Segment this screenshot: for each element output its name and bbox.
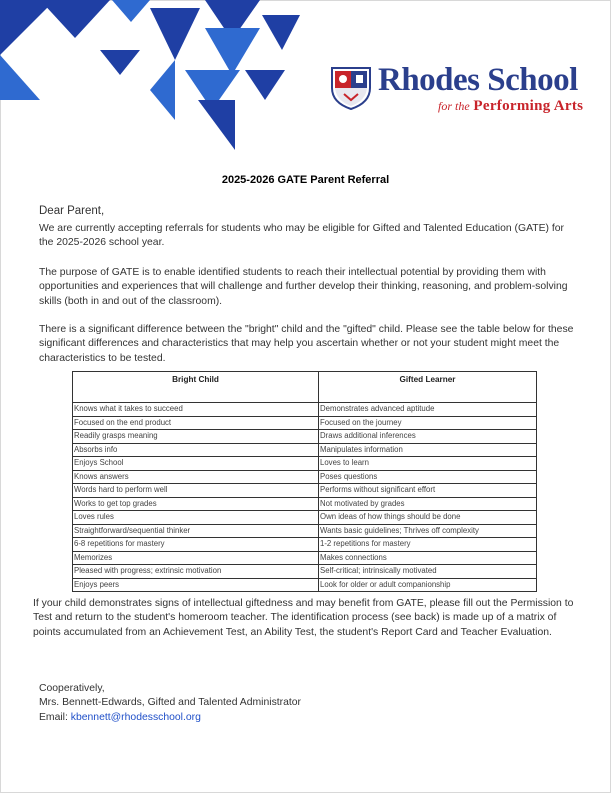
decorative-triangles [0,0,330,160]
table-row [73,511,537,525]
triangle-shape [0,55,40,100]
gifted-cell: Makes connections [319,551,537,565]
triangle-shape [198,100,235,150]
table-row [73,524,537,538]
triangle-shape [262,15,300,50]
triangle-shape [100,50,140,75]
bright-cell: Words hard to perform well [73,484,319,498]
gifted-cell: Loves to learn [319,457,537,471]
bright-cell: Loves rules [73,511,319,525]
purpose-paragraph: The purpose of GATE is to enable identified students to reach their intellectual potential by providing them with opportunities and experiences that will challenge and further develop their thinking, reasoning, and problem-solving skills (both in and out of the classroom). [39,267,568,307]
school-name: Rhodes School [378,62,578,98]
gifted-cell: Poses questions [319,470,537,484]
school-tagline: for the Performing Arts [438,98,584,114]
email-link[interactable]: kbennett@rhodesschool.org [70,711,201,723]
bright-cell: Memorizes [73,551,319,565]
triangle-shape [40,0,110,38]
table-row [73,565,537,579]
signature-block [39,682,301,725]
table-row [73,403,537,417]
intro-paragraph: We are currently accepting referrals for students who may be eligible for Gifted and Talented Education (GATE) for the 2025-2026 school year. [39,223,564,249]
gifted-cell: Self-critical; intrinsically motivated [319,565,537,579]
gifted-cell: Performs without significant effort [319,484,537,498]
table-row [73,484,537,498]
gifted-cell: Wants basic guidelines; Thrives off complexity [319,524,537,538]
triangle-shape [205,28,260,75]
table-row [73,551,537,565]
table-row [73,443,537,457]
bright-cell: Pleased with progress; extrinsic motivation [73,565,319,579]
bright-cell: Knows answers [73,470,319,484]
email-label: Email: [39,711,71,723]
bright-cell: 6-8 repetitions for mastery [73,538,319,552]
email-line [39,711,301,725]
table-row [73,538,537,552]
table-row [73,416,537,430]
bright-cell: Absorbs info [73,443,319,457]
crest-icon [328,64,374,110]
comparison-table [72,371,537,592]
triangle-shape [150,8,200,60]
table-row [73,457,537,471]
signer-name: Mrs. Bennett-Edwards, Gifted and Talented Administrator [39,697,302,709]
triangle-shape [150,60,175,120]
column-header-bright: Bright Child [73,372,319,403]
page-title: 2025-2026 GATE Parent Referral [221,174,390,186]
triangle-shape [245,70,285,100]
bright-cell: Works to get top grades [73,497,319,511]
bright-cell: Knows what it takes to succeed [73,403,319,417]
gifted-cell: Focused on the journey [319,416,537,430]
gifted-cell: Draws additional inferences [319,430,537,444]
bright-cell: Enjoys School [73,457,319,471]
greeting: Dear Parent, [39,205,105,217]
table-row [73,578,537,592]
triangle-shape [112,0,150,22]
table-row [73,497,537,511]
school-logo [328,62,598,118]
triangle-shape [0,0,55,55]
table-row [73,430,537,444]
column-header-gifted: Gifted Learner [319,372,537,403]
bright-cell: Focused on the end product [73,416,319,430]
bright-cell: Straightforward/sequential thinker [73,524,319,538]
instructions-paragraph: If your child demonstrates signs of intellectual giftedness and may benefit from GATE, please fill out the Permission to Test and return to the student's homeroom teacher. The identification process (see back) is made up of a matrix of points accumulated from an Achievement Test, an Ability Test, the student's Report Card and Teacher Evaluation. [33,598,574,638]
table-row [73,470,537,484]
gifted-cell: Manipulates information [319,443,537,457]
gifted-cell: Own ideas of how things should be done [319,511,537,525]
difference-paragraph: There is a significant difference between the "bright" child and the "gifted" child. Please see the table below for these significant differences and characteristics that may help you ascertain whether or not your student might meet the characteristics to be tested. [39,324,574,364]
gifted-cell: 1-2 repetitions for mastery [319,538,537,552]
gifted-cell: Not motivated by grades [319,497,537,511]
closing-text: Cooperatively, [39,683,105,694]
gifted-cell: Look for older or adult companionship [319,578,537,592]
bright-cell: Readily grasps meaning [73,430,319,444]
gifted-cell: Demonstrates advanced aptitude [319,403,537,417]
bright-cell: Enjoys peers [73,578,319,592]
